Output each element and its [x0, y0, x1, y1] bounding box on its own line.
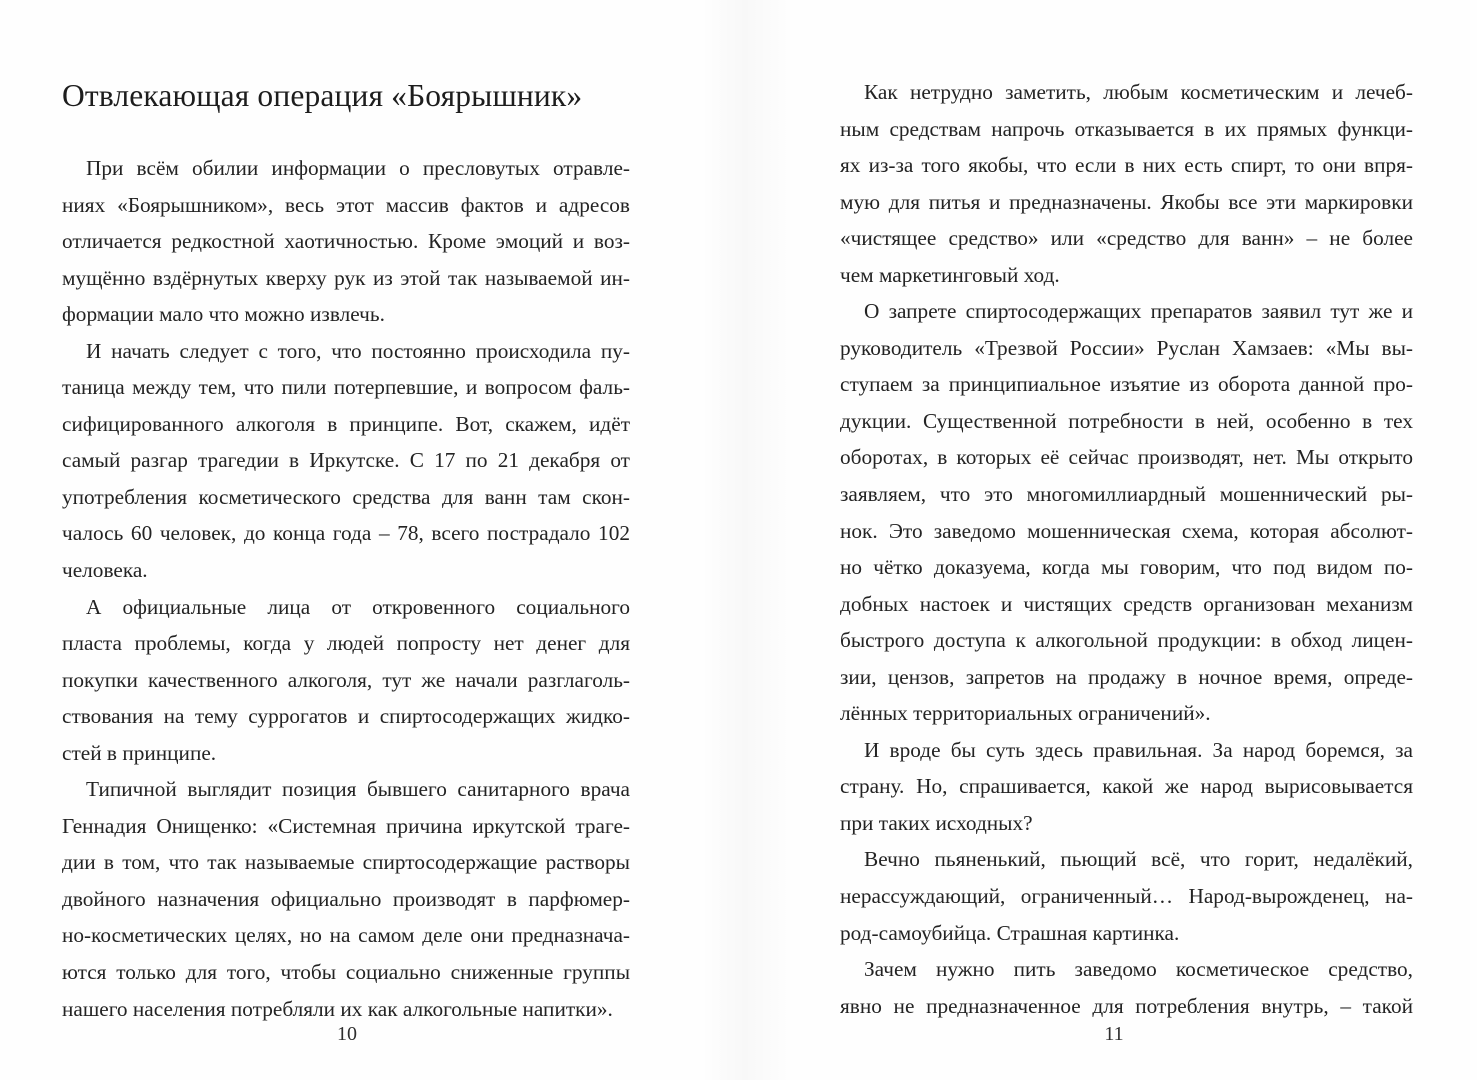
text-line: нок. Это заведомо мошенническая схема, которая абсолют-: [840, 518, 1413, 543]
text-line: быстрого доступа к алкогольной продукции: в обход лицен-: [840, 628, 1413, 653]
text-line: дукции. Существенной потребности в ней, особенно в тех: [840, 408, 1413, 433]
text-line: но-косметических целях, но на самом деле они предназнача-: [62, 923, 630, 948]
text-line: таница между тем, что пили потерпевшие, и вопросом фаль-: [62, 375, 630, 400]
text-line: При всём обилии информации о пресловутых отравле-: [86, 156, 630, 180]
text-line: нерассуждающий, ограниченный… Народ-вырожденец, на-: [840, 884, 1413, 909]
text-line: чалось 60 человек, до конца года – 78, всего пострадало 102: [62, 521, 630, 546]
text-line: руководитель «Трезвой России» Руслан Хамзаев: «Мы вы-: [840, 335, 1413, 360]
text-line: двойного назначения официально производят в парфюмер-: [62, 886, 630, 911]
text-line: ступаем за принципиальное изъятие из оборота данной про-: [840, 372, 1413, 397]
page-number-right: 11: [1104, 1023, 1124, 1045]
right-page-text: [840, 74, 1413, 1024]
text-line: но чётко доказуема, когда мы говорим, что под видом по-: [840, 555, 1413, 580]
text-line: самый разгар трагедии в Иркутске. С 17 по 21 декабря от: [62, 448, 630, 473]
text-line: ются только для того, чтобы социально сниженные группы: [62, 960, 630, 985]
text-line: стей в принципе.: [62, 740, 217, 765]
chapter-title: Отвлекающая операция «Боярышник»: [62, 78, 583, 113]
text-line: формации мало что можно извлечь.: [62, 302, 385, 327]
text-line: дии в том, что так называемые спиртосодержащие растворы: [62, 850, 630, 875]
book-gutter: [700, 0, 790, 1080]
text-line: И вроде бы суть здесь правильная. За народ боремся, за: [864, 737, 1413, 762]
left-page-text: [62, 150, 630, 1027]
text-line: употребления косметического средства для ванн там скон-: [62, 484, 630, 509]
text-line: оборотах, в которых её сейчас производят, нет. Мы открыто: [840, 445, 1413, 470]
text-line: нашего населения потребляли их как алкогольные напитки».: [62, 996, 613, 1021]
text-line: «чистящее средство» или «средство для ванн» – не более: [840, 226, 1413, 251]
text-line: мую для питья и предназначены. Якобы все эти маркировки: [840, 189, 1413, 214]
text-line: Как нетрудно заметить, любым косметическим и лечеб-: [864, 80, 1413, 104]
text-line: О запрете спиртосодержащих препаратов заявил тут же и: [864, 299, 1413, 324]
text-line: мущённо вздёрнутых кверху рук из этой так называемой ин-: [62, 265, 630, 290]
text-line: род-самоубийца. Страшная картинка.: [840, 920, 1180, 945]
text-line: явно не предназначенное для потребления внутрь, – такой: [840, 993, 1413, 1018]
text-line: добных настоек и чистящих средств организован механизм: [840, 591, 1413, 616]
text-line: при таких исходных?: [840, 810, 1033, 835]
text-line: ях из-за того якобы, что если в них есть спирт, то они впря-: [840, 153, 1413, 178]
text-line: страну. Но, спрашивается, какой же народ вырисовывается: [840, 774, 1413, 799]
text-line: ствования на тему суррогатов и спиртосодержащих жидко-: [62, 704, 630, 729]
right-page: [840, 0, 1413, 1080]
text-line: А официальные лица от откровенного социального: [86, 594, 630, 619]
text-line: заявляем, что это многомиллиардный мошеннический ры-: [840, 482, 1413, 507]
text-line: Зачем нужно пить заведомо косметическое средство,: [864, 957, 1413, 982]
text-line: ниях «Боярышником», весь этот массив фактов и адресов: [62, 192, 630, 217]
text-line: зии, цензов, запретов на продажу в ночное время, опреде-: [840, 664, 1413, 689]
text-line: покупки качественного алкоголя, тут же начали разглаголь-: [62, 667, 630, 692]
text-line: человека.: [62, 558, 148, 583]
text-line: лённых территориальных ограничений».: [840, 701, 1211, 726]
page-number-left: 10: [337, 1023, 357, 1045]
text-line: чем маркетинговый ход.: [840, 262, 1060, 287]
text-line: сифицированного алкоголя в принципе. Вот, скажем, идёт: [62, 411, 630, 436]
text-line: И начать следует с того, что постоянно происходила пу-: [86, 338, 630, 363]
text-line: пласта проблемы, когда у людей попросту нет денег для: [62, 631, 630, 656]
text-line: Геннадия Онищенко: «Системная причина иркутской траге-: [62, 813, 630, 838]
text-line: отличается редкостной хаотичностью. Кроме эмоций и воз-: [62, 229, 630, 254]
left-page: [62, 0, 630, 1080]
text-line: ным средствам напрочь отказывается в их прямых функци-: [840, 116, 1413, 141]
text-line: Типичной выглядит позиция бывшего санитарного врача: [86, 777, 630, 802]
text-line: Вечно пьяненький, пьющий всё, что горит, недалёкий,: [864, 847, 1413, 872]
